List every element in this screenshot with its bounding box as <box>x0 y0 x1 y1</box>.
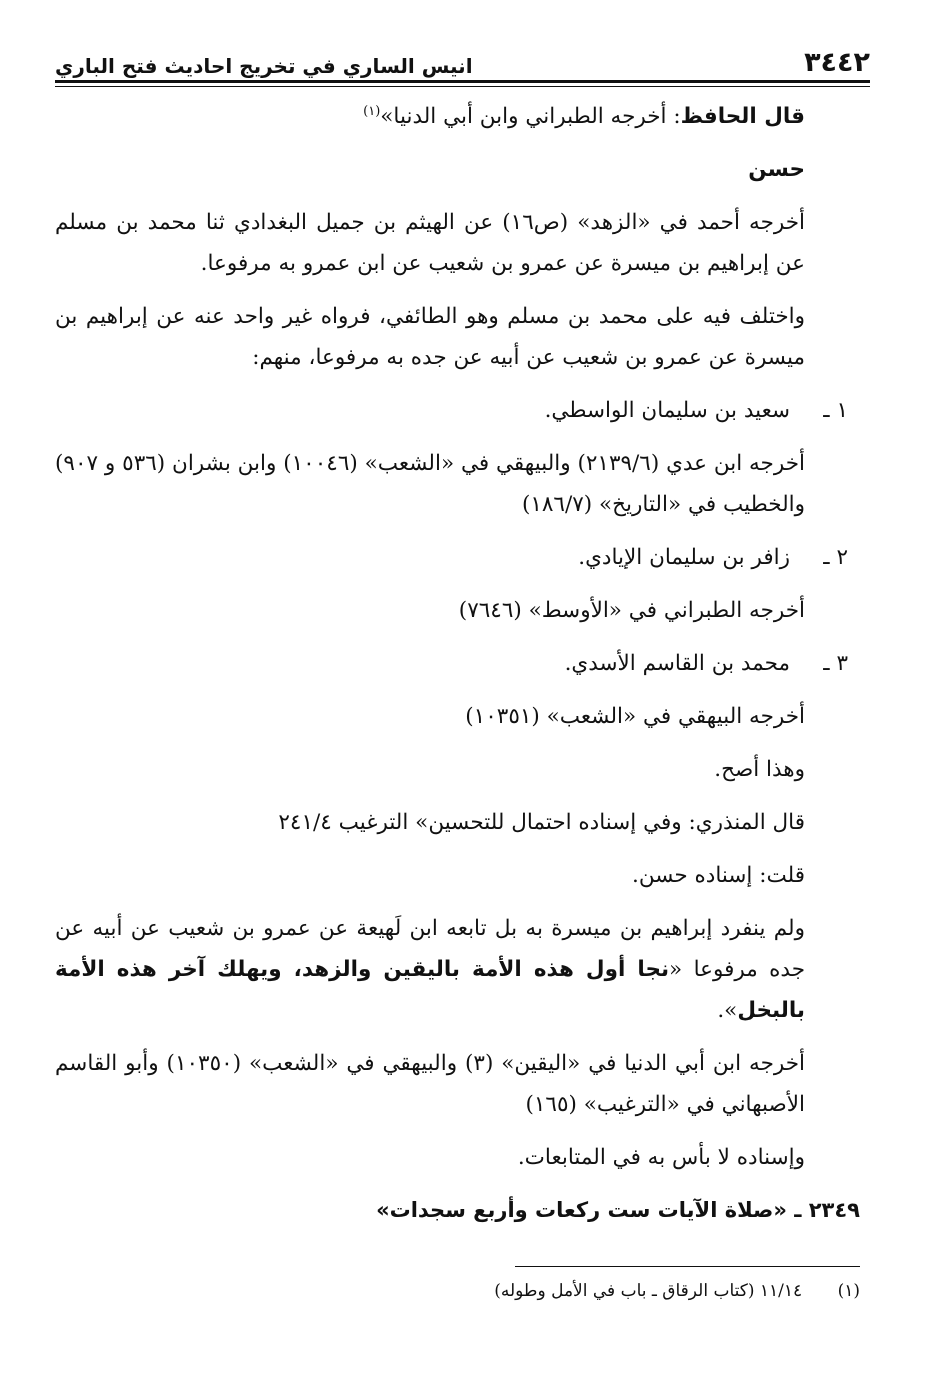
list-item <box>55 537 860 578</box>
footnote-mark: (١) <box>363 103 381 119</box>
running-title: انيس الساري في تخريج احاديث فتح الباري <box>55 54 473 78</box>
footnote-number: (١) <box>837 1281 860 1301</box>
main-text <box>55 96 860 1243</box>
verdict: وهذا أصح. <box>714 757 805 782</box>
item-name: سعيد بن سليمان الواسطي. <box>544 398 790 423</box>
hafiz-label: قال الحافظ <box>680 104 805 129</box>
header-rule-thick <box>55 80 870 83</box>
item-source: أخرجه البيهقي في «الشعب» (١٠٣٥١) <box>465 704 805 729</box>
item-name: محمد بن القاسم الأسدي. <box>564 651 790 676</box>
paragraph-5: وإسناده لا بأس به في المتابعات. <box>517 1145 805 1170</box>
footnote-text: ١١/١٤ (كتاب الرقاق ـ باب في الأمل وطوله) <box>494 1281 803 1301</box>
grade: حسن <box>748 157 805 182</box>
hadith-text: نجا أول هذه الأمة باليقين والزهد، ويهلك آخر هذه الأمة بالبخل <box>55 957 805 1023</box>
paragraph-2: واختلف فيه على محمد بن مسلم وهو الطائفي، فرواه غير واحد عنه عن إبراهيم بن ميسرة عن عمرو بن شعيب عن أبيه عن جده به مرفوعا، منهم: <box>55 304 805 370</box>
paragraph-3 <box>55 908 860 1031</box>
item-number: ١ ـ <box>823 398 848 423</box>
list-item <box>55 390 860 431</box>
item-number: ٢ ـ <box>823 545 848 570</box>
hafiz-line <box>55 96 860 137</box>
item-source: أخرجه الطبراني في «الأوسط» (٧٦٤٦) <box>458 598 805 623</box>
item-source: أخرجه ابن عدي (٢١٣٩/٦) والبيهقي في «الشعب» (١٠٠٤٦) وابن بشران (٥٣٦ و ٩٠٧) والخطيب في «التاريخ» (١٨٦/٧) <box>55 451 805 517</box>
next-entry-heading: ٢٣٤٩ ـ «صلاة الآيات ست ركعات وأربع سجدات» <box>376 1198 860 1222</box>
hafiz-text: : أخرجه الطبراني وابن أبي الدنيا» <box>380 104 681 129</box>
footnote-rule <box>515 1266 860 1267</box>
list-item <box>55 643 860 684</box>
item-number: ٣ ـ <box>823 651 848 676</box>
qultu: قلت: إسناده حسن. <box>632 863 805 888</box>
p3-end: ». <box>717 998 738 1023</box>
paragraph-1: أخرجه أحمد في «الزهد» (ص١٦) عن الهيثم بن جميل البغدادي ثنا محمد بن مسلم عن إبراهيم بن ميسرة عن عمرو بن شعيب عن ابن عمرو به مرفوعا. <box>55 210 805 276</box>
header-rule-thin <box>55 86 870 87</box>
page-header <box>55 38 870 78</box>
footnote <box>55 1278 860 1304</box>
mundhiri-quote: قال المنذري: وفي إسناده احتمال للتحسين» الترغيب ٢٤١/٤ <box>278 810 805 835</box>
paragraph-4: أخرجه ابن أبي الدنيا في «اليقين» (٣) والبيهقي في «الشعب» (١٠٣٥٠) وأبو القاسم الأصبهاني في «الترغيب» (١٦٥) <box>55 1051 805 1117</box>
page-number: ٣٤٤٢ <box>804 47 870 78</box>
p3-start: ولم ينفرد إبراهيم بن ميسرة به بل تابعه ابن لَهيعة عن عمرو بن شعيب عن أبيه عن جده مرفوعا « <box>55 916 805 982</box>
item-name: زافر بن سليمان الإيادي. <box>578 545 790 570</box>
